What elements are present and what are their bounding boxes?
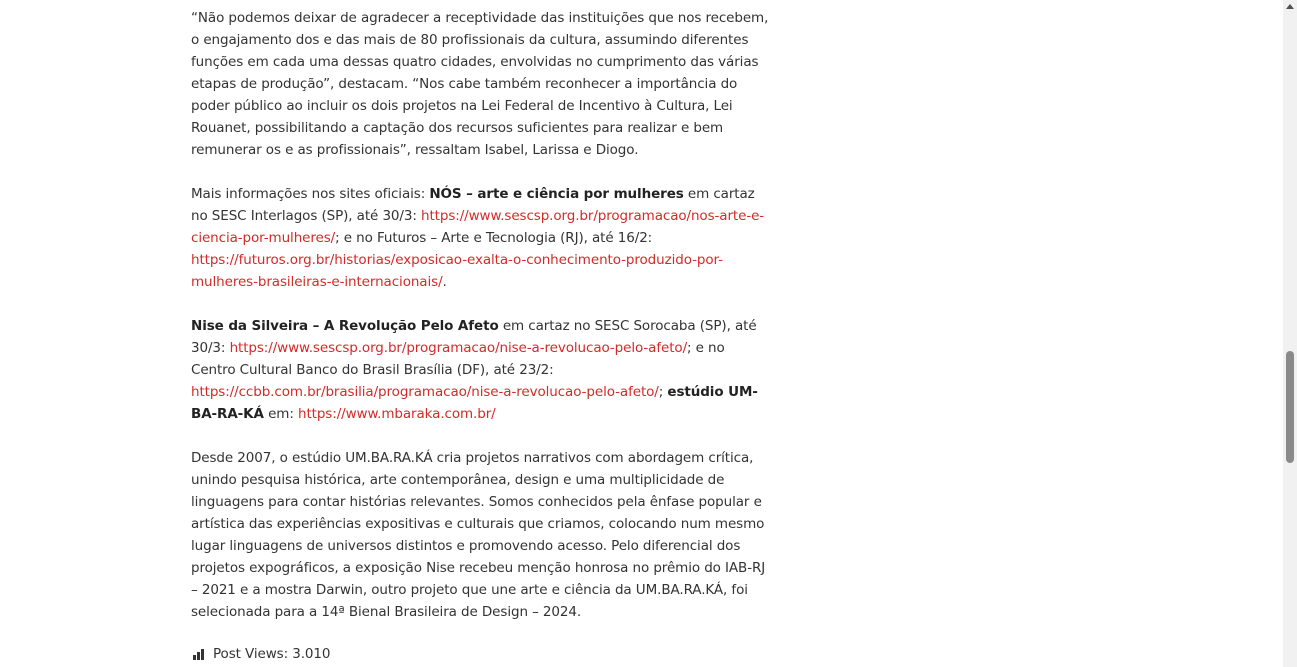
text-segment: Mais informações nos sites oficiais: <box>191 186 430 202</box>
link-ccbb[interactable]: https://ccbb.com.br/brasilia/programacao/nise-a-revolucao-pelo-afeto/ <box>191 384 659 400</box>
article-paragraph-links-nise <box>191 315 773 425</box>
scrollbar-thumb[interactable] <box>1286 351 1294 463</box>
text-segment: . <box>442 274 447 290</box>
link-futuros[interactable]: https://futuros.org.br/historias/exposicao-exalta-o-conhecimento-produzido-por-mulheres-brasileiras-e-internacionais/ <box>191 252 723 290</box>
text-segment: ; e no Centro Cultural Banco do Brasil Brasília (DF), até 23/2: <box>191 340 725 378</box>
article-paragraph: “Não podemos deixar de agradecer a receptividade das instituições que nos recebem, o engajamento dos e das mais de 80 profissionais da cultura, assumindo diferentes funções em cada uma dessas quatro cidades, envolvidas no cumprimento das várias etapas de produção”, destacam. “Nos cabe também reconhecer a importância do poder público ao incluir os dois projetos na Lei Federal de Incentivo à Cultura, Lei Rouanet, possibilitando a captação dos recursos suficientes para realizar e bem remunerar os e as profissionais”, ressaltam Isabel, Larissa e Diogo. <box>191 10 769 158</box>
link-mbaraka[interactable]: https://www.mbaraka.com.br/ <box>298 406 496 422</box>
article-body <box>191 7 773 665</box>
text-segment: ; e no Futuros – Arte e Tecnologia (RJ), até 16/2: <box>335 230 653 246</box>
text-segment: em cartaz no SESC Sorocaba (SP), até 30/3: <box>191 318 757 356</box>
bar-chart-icon <box>193 649 205 660</box>
link-sesc-nise[interactable]: https://www.sescsp.org.br/programacao/nise-a-revolucao-pelo-afeto/ <box>229 340 688 356</box>
text-segment: ; <box>658 384 668 400</box>
link-sesc-nos[interactable]: https://www.sescsp.org.br/programacao/nos-arte-e-ciencia-por-mulheres/ <box>191 208 765 246</box>
vertical-scrollbar[interactable] <box>1283 0 1297 667</box>
text-segment: em cartaz no SESC Interlagos (SP), até 30/3: <box>191 186 755 224</box>
post-views <box>191 643 773 665</box>
exhibition-title-nos: NÓS – arte e ciência por mulheres <box>429 186 684 202</box>
studio-name: estúdio UM-BA-RA-KÁ <box>191 384 758 422</box>
scroll-up-arrow-icon[interactable] <box>1286 4 1294 9</box>
exhibition-title-nise: Nise da Silveira – A Revolução Pelo Afeto <box>191 318 499 334</box>
post-views-label: Post Views: 3.010 <box>213 646 331 662</box>
article-paragraph: Desde 2007, o estúdio UM.BA.RA.KÁ cria projetos narrativos com abordagem crítica, unindo pesquisa histórica, arte contemporânea, design e uma multiplicidade de linguagens para contar histórias relevantes. Somos conhecidos pela ênfase popular e artística das experiências expositivas e culturais que criamos, colocando num mesmo lugar linguagens de universos distintos e promovendo acesso. Pelo diferencial dos projetos expográficos, a exposição Nise recebeu menção honrosa no prêmio do IAB-RJ – 2021 e a mostra Darwin, outro projeto que une arte e ciência da UM.BA.RA.KÁ, foi selecionada para a 14ª Bienal Brasileira de Design – 2024. <box>191 450 766 620</box>
text-segment: em: <box>263 406 298 422</box>
article-paragraph-links-nos <box>191 183 773 293</box>
